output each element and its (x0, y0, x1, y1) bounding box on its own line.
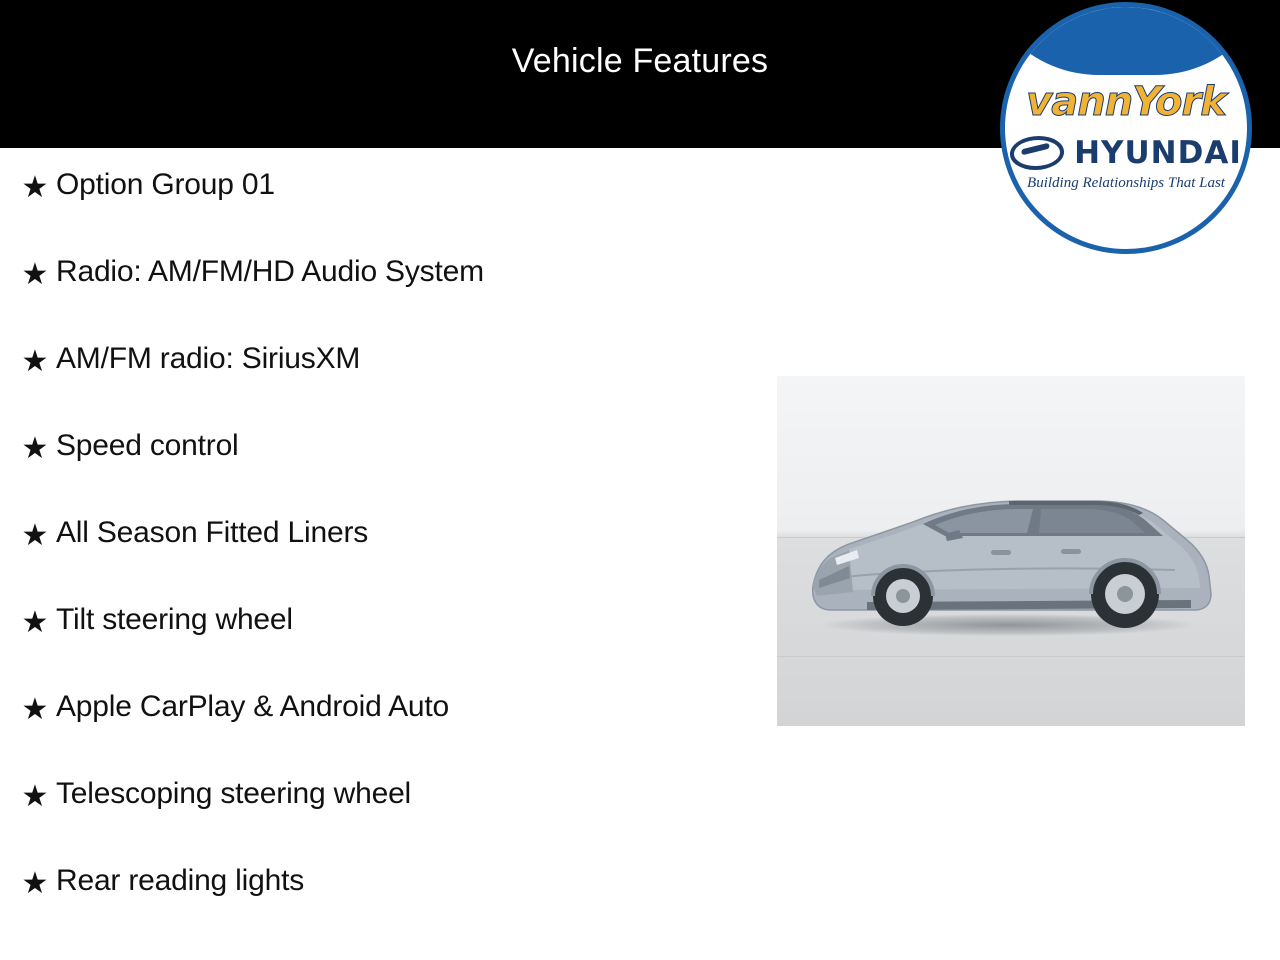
star-icon: ★ (21, 258, 49, 291)
floor-line-lower (777, 656, 1245, 657)
hyundai-logo-icon (1008, 136, 1066, 170)
feature-label: Apple CarPlay & Android Auto (56, 690, 449, 723)
list-item (0, 255, 740, 342)
dealer-name-text: vannYork (1026, 79, 1226, 125)
list-item (0, 429, 740, 516)
logo-swoosh (1000, 2, 1252, 75)
list-item (0, 690, 740, 777)
suv-illustration (795, 454, 1227, 640)
feature-label: Radio: AM/FM/HD Audio System (56, 255, 484, 288)
list-item (0, 516, 740, 603)
star-icon: ★ (21, 606, 49, 639)
feature-label: Rear reading lights (56, 864, 305, 897)
page-title: Vehicle Features (511, 41, 769, 80)
list-item (0, 342, 740, 429)
feature-label: Speed control (56, 429, 239, 462)
feature-label: Option Group 01 (56, 168, 275, 201)
list-item (0, 603, 740, 690)
vehicle-features-list (0, 168, 740, 951)
feature-label: Tilt steering wheel (56, 603, 293, 636)
star-icon: ★ (21, 519, 49, 552)
star-icon: ★ (21, 345, 49, 378)
hyundai-brand-text: HYUNDAI (1074, 135, 1242, 171)
dealer-logo-badge (1000, 2, 1252, 254)
list-item (0, 864, 740, 951)
feature-label: Telescoping steering wheel (56, 777, 412, 810)
star-icon: ★ (21, 171, 49, 204)
list-item (0, 777, 740, 864)
feature-label: All Season Fitted Liners (56, 516, 369, 549)
list-item (0, 168, 740, 255)
feature-label: AM/FM radio: SiriusXM (56, 342, 361, 375)
star-icon: ★ (21, 432, 49, 465)
star-icon: ★ (21, 693, 49, 726)
star-icon: ★ (21, 780, 49, 813)
dealer-tagline: Building Relationships That Last (1027, 175, 1225, 191)
star-icon: ★ (21, 867, 49, 900)
hyundai-lockup (1005, 135, 1247, 171)
vehicle-photo (777, 376, 1245, 726)
